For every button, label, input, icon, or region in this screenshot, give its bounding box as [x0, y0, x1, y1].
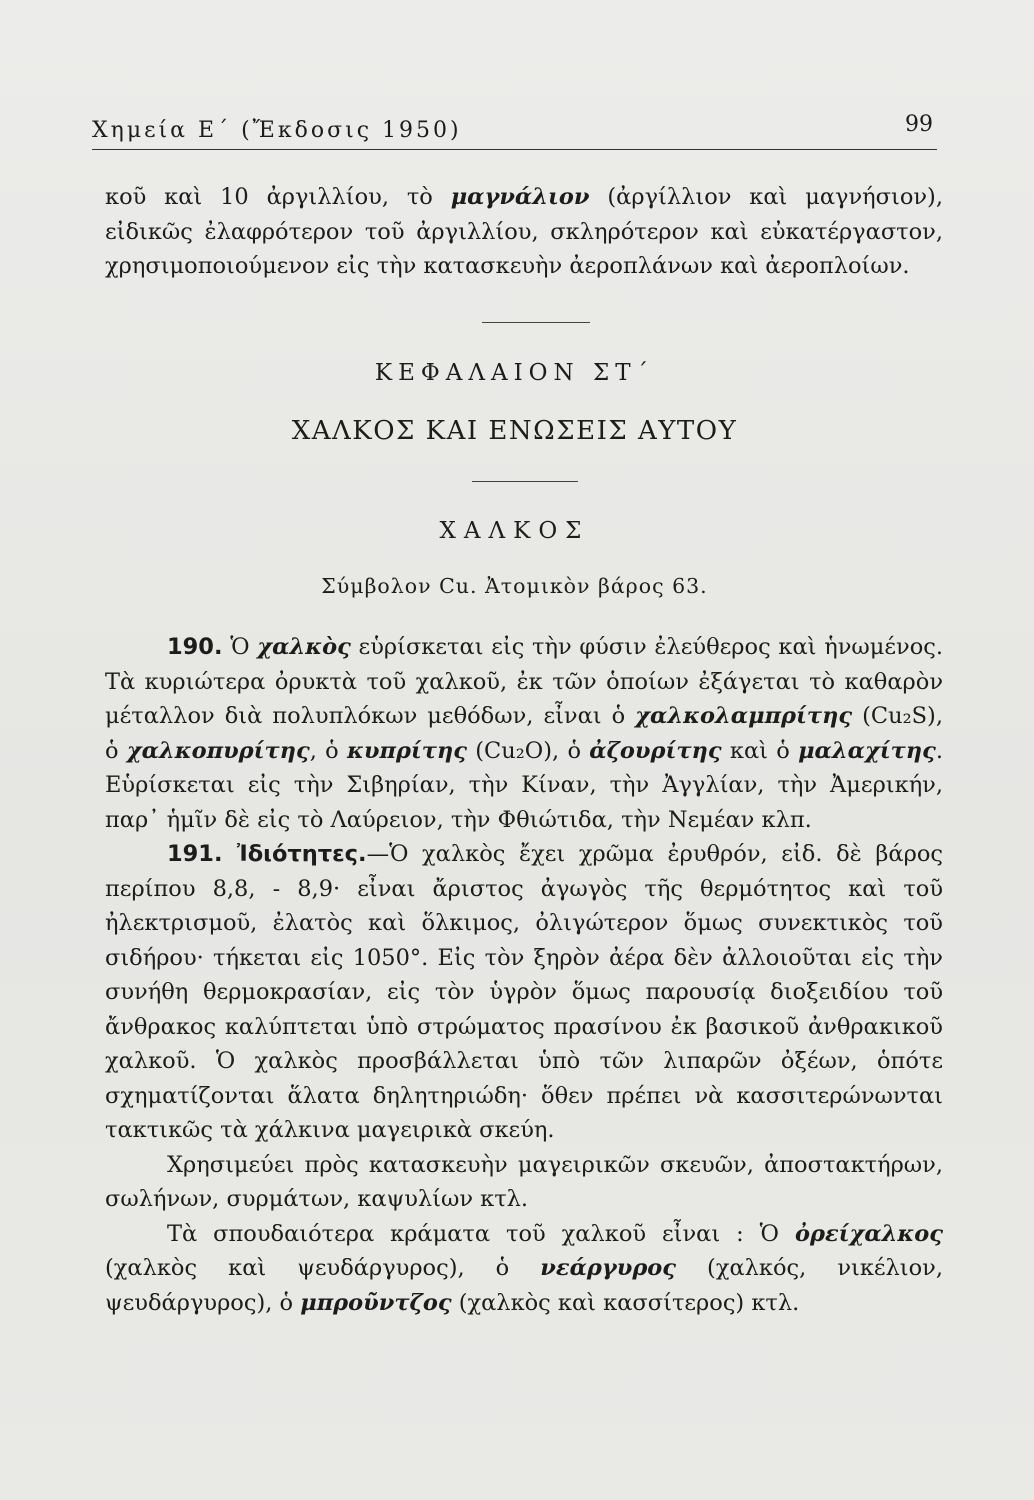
text-run: (χαλκὸς καὶ κασσίτερος) κτλ. [451, 1289, 800, 1316]
text-run: . Εὑρίσκεται εἰς τὴν Σιβηρίαν, τὴν Κίναν, τὴν Ἀγγλίαν, τὴν Ἀμερικήν, παρ᾽ ἡμῖν δὲ εἰς τὸ Λαύρειον, τὴν Φθιώτιδα, τὴν Νεμέαν κλπ. [105, 737, 943, 833]
text-run: (χαλκὸς καὶ ψευδάργυρος), ὁ [105, 1255, 541, 1281]
term-kypritis: κυπρίτης [347, 737, 467, 764]
text-run: (χαλκός, νικέλιον, ψευδάργυρος), ὁ [105, 1255, 943, 1316]
page-number: 99 [905, 112, 933, 137]
term-chalkopyritis: χαλκοπυρίτης [126, 737, 310, 764]
term-chalkos: χαλκὸς [257, 634, 351, 660]
paragraph-uses: Χρησιμεύει πρὸς κατασκευὴν μαγειρικῶν σκευῶν, ἀποστακτήρων, σωλήνων, συρμάτων, καψυλίων κτλ. [105, 1151, 943, 1212]
term-malachitis: μαλαχίτης [798, 737, 936, 764]
term-neargyros: νεάργυρος [540, 1255, 676, 1281]
paragraph-alloys [105, 1217, 943, 1321]
paragraph-number: 190. [167, 634, 223, 660]
header-rule [92, 149, 937, 150]
text-run: Ὁ [222, 634, 258, 660]
term-chalkolampritis: χαλκολαμπρίτης [635, 703, 853, 729]
text-run: κοῦ καὶ 10 ἀργιλλίου, τὸ [105, 184, 451, 210]
divider-rule [482, 322, 590, 323]
divider-rule [472, 481, 578, 482]
formula-run: (Cu₂O), ὁ [467, 737, 590, 764]
text-run: , ὁ [309, 737, 347, 764]
running-head: Χημεία Ε΄ (Ἔκδοσις 1950) [92, 118, 462, 143]
continuation-paragraph [105, 180, 943, 284]
main-text [105, 630, 943, 1320]
formula-run: (Cu₂S), ὁ [105, 703, 943, 764]
term-magnalion: μαγνάλιον [450, 184, 590, 210]
chapter-label: ΚΕΦΑΛΑΙΟΝ ΣΤ΄ [374, 360, 655, 386]
paragraph-190 [105, 630, 943, 837]
chapter-title: ΧΑΛΚΟΣ ΚΑΙ ΕΝΩΣΕΙΣ ΑΥΤΟΥ [291, 416, 738, 446]
term-brountzos: μπροῦντζος [300, 1289, 452, 1316]
section-title: ΧΑΛΚΟΣ [439, 518, 590, 544]
text-run: Τὰ σπουδαιότερα κράματα τοῦ χαλκοῦ εἶναι : Ὁ [167, 1220, 795, 1247]
symbol-line: Σύμβολον Cu. Ἀτομικὸν βάρος 63. [321, 574, 708, 598]
term-azouritis: ἀζουρίτης [589, 737, 722, 764]
page-header [92, 112, 937, 148]
paragraph-heading: 191. Ἰδιότητες. [167, 841, 367, 867]
text-run: εὑρίσκεται εἰς τὴν φύσιν ἐλεύθερος καὶ ἡνωμένος. Τὰ κυριώτερα ὀρυκτὰ τοῦ χαλκοῦ, ἐκ τῶν ὁποίων ἐξάγεται τὸ καθαρὸν μέταλλον διὰ πολυπλόκων μεθόδων, εἶναι ὁ [105, 634, 943, 729]
text-run: καὶ ὁ [721, 737, 799, 764]
paragraph-191 [105, 837, 943, 1148]
text-run: (ἀργίλλιον καὶ μαγνήσιον), εἰδικῶς ἐλαφρότερον τοῦ ἀργιλλίου, σκληρότερον καὶ εὐκατέργαστον, χρησιμοποιούμενον εἰς τὴν κατασκευὴν ἀεροπλάνων καὶ ἀεροπλοίων. [105, 184, 943, 279]
text-run: —Ὁ χαλκὸς ἔχει χρῶμα ἐρυθρόν, εἰδ. δὲ βάρος περίπου 8,8, - 8,9· εἶναι ἄριστος ἀγωγὸς τῆς θερμότητος καὶ τοῦ ἠλεκτρισμοῦ, ἐλατὸς καὶ ὅλκιμος, ὀλιγώτερον ὅμως συνεκτικὸς τοῦ σιδήρου· τήκεται εἰς 1050°. Εἰς τὸν ξηρὸν ἀέρα δὲν ἀλλοιοῦται εἰς τὴν συνήθη θερμοκρασίαν, εἰς τὸν ὑγρὸν ὅμως παρουσίᾳ διοξειδίου τοῦ ἄνθρακος καλύπτεται ὑπὸ στρώματος πρασίνου ἐκ βασικοῦ ἀνθρακικοῦ χαλκοῦ. Ὁ χαλκὸς προσβάλλεται ὑπὸ τῶν λιπαρῶν ὀξέων, ὁπότε σχηματίζονται ἅλατα δηλητηριώδη· ὅθεν πρέπει νὰ κασσιτερώνωνται τακτικῶς τὰ χάλκινα μαγειρικὰ σκεύη. [105, 841, 943, 1143]
term-oreichalkos: ὀρείχαλκος [795, 1220, 943, 1247]
